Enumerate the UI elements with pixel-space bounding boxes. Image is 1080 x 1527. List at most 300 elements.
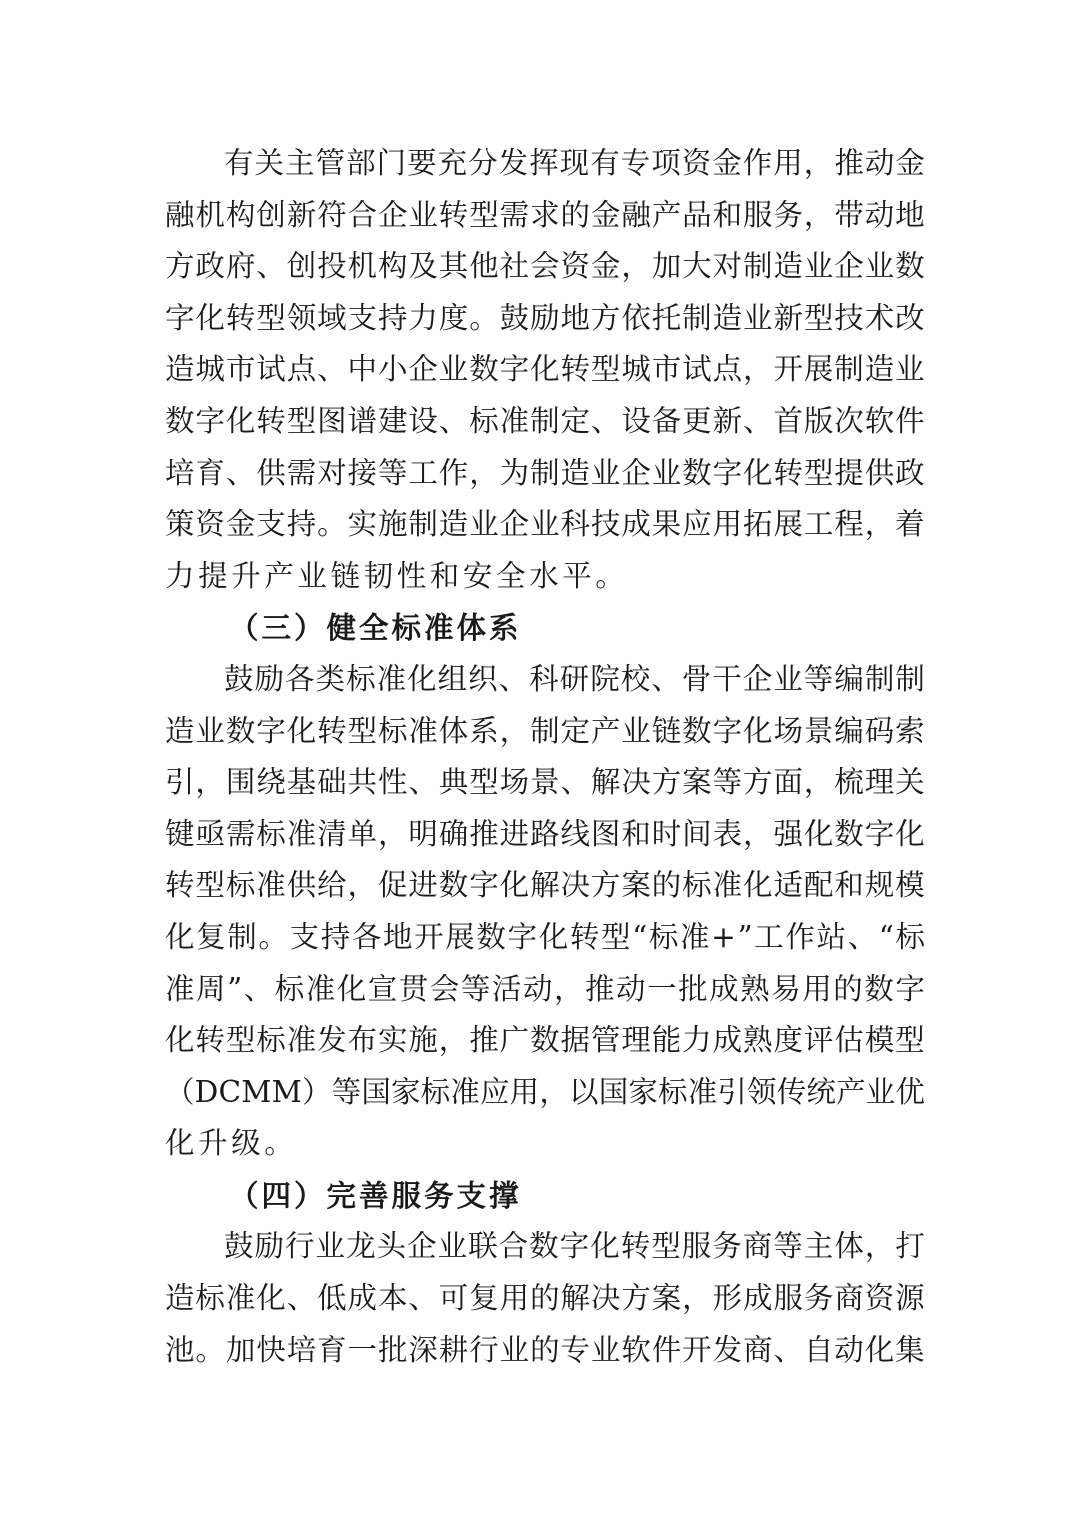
glyph: 支 — [289, 919, 320, 954]
glyph: 托 — [651, 300, 682, 335]
glyph: 制 — [834, 352, 864, 387]
glyph: 务 — [773, 197, 803, 232]
glyph: 制 — [743, 249, 773, 284]
glyph: 组 — [437, 661, 468, 696]
glyph: 本 — [377, 1281, 408, 1316]
glyph: 需 — [225, 816, 256, 851]
glyph: 件 — [651, 1332, 682, 1367]
glyph: 专 — [560, 1332, 590, 1367]
glyph: 数 — [165, 403, 195, 438]
glyph: 地 — [895, 197, 925, 232]
glyph: 数 — [895, 249, 925, 284]
glyph: 批 — [678, 971, 708, 1006]
glyph: 转 — [317, 713, 347, 748]
glyph: 政 — [895, 455, 925, 490]
glyph: 类 — [315, 661, 346, 696]
glyph: 适 — [773, 868, 803, 903]
glyph: 励 — [254, 1229, 285, 1264]
glyph: 。 — [317, 507, 347, 542]
glyph: ， — [553, 971, 584, 1006]
paragraph-line-text — [165, 241, 925, 293]
glyph: 软 — [864, 403, 895, 438]
glyph: 配 — [803, 868, 834, 903]
glyph: ， — [438, 1023, 469, 1058]
glyph: 等 — [331, 1074, 362, 1109]
glyph: 更 — [682, 403, 712, 438]
glyph: 。 — [469, 300, 499, 335]
glyph: 业 — [499, 1332, 530, 1367]
glyph: 共 — [347, 765, 378, 800]
glyph: 服 — [773, 1281, 803, 1316]
glyph: 解 — [530, 868, 560, 903]
glyph: 持 — [286, 507, 317, 542]
glyph: 化 — [538, 919, 569, 954]
glyph: 资 — [864, 1281, 895, 1316]
glyph: 领 — [747, 1074, 777, 1109]
glyph: 作 — [742, 146, 773, 180]
glyph: 应 — [682, 507, 712, 542]
glyph: 低 — [317, 1281, 347, 1316]
glyph: 商 — [834, 1281, 864, 1316]
glyph: 间 — [682, 816, 712, 851]
glyph: 业 — [803, 249, 834, 284]
glyph: 构 — [225, 197, 256, 232]
glyph: 化 — [499, 868, 530, 903]
glyph: 、 — [743, 403, 773, 438]
glyph: 支 — [256, 507, 286, 542]
glyph: 制 — [864, 661, 895, 696]
glyph: 金 — [590, 249, 621, 284]
paragraph-line-text: 化升级。 — [165, 1126, 298, 1161]
glyph: 域 — [317, 300, 347, 335]
glyph: 准 — [305, 971, 336, 1006]
glyph: 、 — [498, 661, 529, 696]
glyph: 现 — [559, 146, 590, 180]
glyph: C — [218, 1074, 242, 1109]
glyph: 型 — [803, 455, 834, 490]
paragraph-line-text — [165, 964, 925, 1016]
glyph: 依 — [621, 300, 651, 335]
paragraph-line — [165, 757, 925, 809]
glyph: 发 — [498, 146, 529, 180]
paragraph-line — [165, 1015, 925, 1067]
glyph: 快 — [256, 1332, 286, 1367]
glyph: 案 — [621, 868, 651, 903]
glyph: 打 — [895, 1229, 925, 1264]
glyph: 典 — [438, 765, 469, 800]
glyph: 领 — [286, 300, 317, 335]
glyph: 型 — [469, 765, 499, 800]
glyph: 解 — [560, 1281, 590, 1316]
glyph: ， — [803, 146, 834, 180]
glyph: 数 — [834, 816, 864, 851]
glyph: 型 — [895, 1023, 925, 1058]
glyph: 化 — [864, 1332, 895, 1367]
glyph: 业 — [621, 713, 651, 748]
glyph: 金 — [590, 197, 621, 232]
glyph: 制 — [227, 919, 257, 954]
glyph: 、 — [438, 403, 469, 438]
glyph: 链 — [651, 713, 682, 748]
glyph: 资 — [560, 249, 590, 284]
glyph: ， — [499, 713, 530, 748]
section-heading-text: （三）健全标准体系 — [229, 610, 522, 646]
glyph: 、 — [651, 661, 681, 696]
glyph: 商 — [742, 1229, 773, 1264]
glyph: ， — [682, 1281, 712, 1316]
glyph: 引 — [717, 1074, 747, 1109]
glyph: 鼓 — [224, 1229, 254, 1264]
paragraph-line-text — [165, 1273, 925, 1325]
glyph: 动 — [864, 146, 895, 180]
glyph: 有 — [224, 146, 254, 180]
glyph: 业 — [408, 197, 438, 232]
glyph: 地 — [560, 300, 590, 335]
glyph: 源 — [895, 1281, 925, 1316]
glyph: 拓 — [743, 507, 773, 542]
glyph: M — [271, 1074, 302, 1109]
paragraph-line-text — [165, 190, 925, 242]
glyph: 站 — [816, 919, 846, 954]
glyph: 制 — [408, 507, 438, 542]
glyph: ， — [803, 765, 834, 800]
glyph: 机 — [347, 249, 378, 284]
glyph: 务 — [803, 1281, 834, 1316]
glyph: 面 — [773, 765, 803, 800]
glyph: 型 — [469, 197, 499, 232]
glyph: 展 — [445, 919, 475, 954]
glyph: 一 — [647, 971, 677, 1006]
paragraph-line-text — [224, 654, 925, 706]
glyph: 业 — [590, 455, 621, 490]
paragraph-line — [165, 1273, 925, 1325]
paragraph-line — [165, 1067, 925, 1119]
glyph: 码 — [864, 713, 895, 748]
glyph: 发 — [317, 1023, 347, 1058]
glyph: 转 — [225, 300, 256, 335]
glyph: 标 — [648, 919, 679, 954]
glyph: 动 — [864, 197, 895, 232]
glyph: 提 — [834, 455, 864, 490]
glyph: 型 — [225, 1023, 256, 1058]
glyph: 展 — [773, 507, 803, 542]
glyph: 决 — [590, 1281, 621, 1316]
glyph: 开 — [414, 919, 444, 954]
paragraph-line — [165, 499, 925, 551]
glyph: 等 — [377, 455, 408, 490]
glyph: 业 — [651, 455, 682, 490]
glyph: 建 — [377, 403, 408, 438]
glyph: 产 — [651, 197, 682, 232]
glyph: 度 — [438, 300, 469, 335]
glyph: 和 — [834, 868, 864, 903]
glyph: 推 — [834, 146, 864, 180]
glyph: 业 — [437, 1229, 468, 1264]
glyph: 业 — [895, 352, 925, 387]
glyph: 方 — [590, 300, 621, 335]
glyph: 方 — [590, 868, 621, 903]
glyph: 化 — [530, 352, 560, 387]
glyph: 化 — [407, 661, 437, 696]
glyph: 程 — [834, 507, 864, 542]
glyph: 融 — [165, 197, 195, 232]
glyph: 挥 — [529, 146, 559, 180]
glyph: 的 — [560, 197, 590, 232]
glyph: 关 — [254, 146, 285, 180]
glyph: 实 — [377, 1023, 408, 1058]
glyph: 准 — [499, 403, 530, 438]
glyph: 次 — [834, 403, 864, 438]
glyph: 化 — [165, 1023, 195, 1058]
glyph: 专 — [620, 146, 651, 180]
glyph: 新 — [286, 197, 317, 232]
glyph: 决 — [560, 868, 590, 903]
paragraph-line-text — [165, 757, 925, 809]
glyph: 充 — [437, 146, 468, 180]
glyph: 明 — [408, 816, 438, 851]
glyph: 批 — [377, 1332, 408, 1367]
glyph: 制 — [895, 661, 925, 696]
glyph: 化 — [743, 868, 773, 903]
glyph: ， — [621, 249, 651, 284]
glyph: 点 — [286, 352, 317, 387]
glyph: 技 — [834, 300, 864, 335]
glyph: 以 — [569, 1074, 599, 1109]
glyph: 家 — [390, 1074, 421, 1109]
glyph: 施 — [408, 1023, 438, 1058]
glyph: 宣 — [367, 971, 398, 1006]
glyph: 应 — [480, 1074, 510, 1109]
glyph: 复 — [469, 1281, 499, 1316]
glyph: 化 — [225, 403, 256, 438]
glyph: 数 — [682, 713, 712, 748]
glyph: 梳 — [834, 765, 864, 800]
glyph: 数 — [530, 1023, 560, 1058]
glyph: 用 — [712, 507, 743, 542]
glyph: 各 — [351, 919, 382, 954]
glyph: 、 — [773, 1332, 803, 1367]
glyph: 构 — [377, 249, 408, 284]
glyph: 评 — [803, 1023, 834, 1058]
glyph: 他 — [469, 249, 499, 284]
glyph: 进 — [499, 816, 530, 851]
glyph: 项 — [651, 146, 681, 180]
glyph: 统 — [806, 1074, 836, 1109]
glyph: 力 — [408, 300, 438, 335]
glyph: 型 — [651, 1229, 681, 1264]
glyph: 绕 — [256, 765, 286, 800]
glyph: 会 — [530, 249, 560, 284]
glyph: 分 — [468, 146, 498, 180]
glyph: 有 — [590, 146, 620, 180]
glyph: 鼓 — [499, 300, 530, 335]
glyph: 字 — [165, 300, 195, 335]
glyph: 研 — [559, 661, 590, 696]
glyph: ， — [195, 765, 225, 800]
glyph: 型 — [600, 919, 631, 954]
glyph: 骨 — [681, 661, 712, 696]
glyph: 化 — [286, 713, 317, 748]
glyph: 字 — [469, 868, 499, 903]
glyph: 展 — [803, 352, 834, 387]
glyph: 对 — [317, 455, 347, 490]
paragraph-line-text — [165, 860, 925, 912]
glyph: 业 — [865, 1074, 896, 1109]
glyph: 熟 — [740, 971, 770, 1006]
glyph: 用 — [773, 146, 803, 180]
glyph: 干 — [712, 661, 742, 696]
glyph: 件 — [895, 403, 925, 438]
glyph: 准 — [165, 971, 195, 1006]
glyph: 产 — [836, 1074, 866, 1109]
glyph: 模 — [864, 1023, 895, 1058]
glyph: 字 — [507, 919, 538, 954]
glyph: 型 — [347, 713, 378, 748]
glyph: 点 — [712, 352, 743, 387]
glyph: 府 — [225, 249, 256, 284]
glyph: 化 — [590, 1229, 620, 1264]
glyph: 方 — [165, 249, 195, 284]
glyph: 开 — [773, 352, 803, 387]
glyph: 引 — [165, 765, 195, 800]
glyph: 的 — [530, 1332, 560, 1367]
glyph: 城 — [621, 352, 651, 387]
glyph: 准 — [256, 868, 286, 903]
glyph: 的 — [651, 868, 682, 903]
glyph: 企 — [408, 352, 438, 387]
glyph: 试 — [682, 352, 712, 387]
glyph: 模 — [895, 868, 925, 903]
glyph: 作 — [785, 919, 815, 954]
glyph: M — [241, 1074, 272, 1109]
glyph: 院 — [590, 661, 620, 696]
glyph: 城 — [195, 352, 225, 387]
paragraph-line — [165, 860, 925, 912]
paragraph-line-text — [165, 344, 925, 396]
glyph: 术 — [864, 300, 895, 335]
glyph: 市 — [651, 352, 682, 387]
glyph: 推 — [585, 971, 615, 1006]
glyph: 版 — [803, 403, 834, 438]
glyph: 标 — [225, 868, 256, 903]
glyph: 成 — [743, 1281, 773, 1316]
glyph: 资 — [195, 507, 225, 542]
glyph: 等 — [773, 1229, 803, 1264]
glyph: 键 — [165, 816, 195, 851]
glyph: 的 — [530, 1281, 560, 1316]
glyph: 织 — [468, 661, 498, 696]
glyph: 家 — [628, 1074, 658, 1109]
glyph: 标 — [895, 919, 925, 954]
glyph: 数 — [529, 1229, 559, 1264]
glyph: 业 — [590, 1332, 621, 1367]
glyph: 政 — [195, 249, 225, 284]
glyph: 数 — [864, 971, 894, 1006]
glyph: 业 — [315, 1229, 346, 1264]
glyph: 型 — [590, 352, 621, 387]
glyph: 性 — [377, 765, 408, 800]
paragraph-line-text — [165, 809, 925, 861]
glyph: 标 — [256, 816, 286, 851]
glyph: ， — [743, 816, 773, 851]
glyph: 励 — [530, 300, 560, 335]
glyph: 型 — [286, 403, 317, 438]
glyph: 企 — [834, 249, 864, 284]
glyph: 成 — [347, 1281, 378, 1316]
glyph: 支 — [347, 300, 378, 335]
glyph: 育 — [195, 455, 225, 490]
glyph: 图 — [590, 816, 621, 851]
glyph: 其 — [438, 249, 469, 284]
glyph: 各 — [285, 661, 315, 696]
glyph: 转 — [438, 197, 469, 232]
glyph: 动 — [616, 971, 646, 1006]
glyph: 业 — [773, 661, 803, 696]
glyph: 国 — [598, 1074, 629, 1109]
glyph: 的 — [833, 971, 863, 1006]
paragraph-line — [165, 396, 925, 448]
glyph: 谱 — [347, 403, 378, 438]
glyph: 据 — [560, 1023, 590, 1058]
glyph: 工 — [803, 507, 834, 542]
glyph: 耕 — [438, 1332, 469, 1367]
glyph: 字 — [559, 1229, 590, 1264]
glyph: 资 — [681, 146, 712, 180]
glyph: 字 — [895, 971, 925, 1006]
glyph: 合 — [498, 1229, 529, 1264]
glyph: 优 — [895, 1074, 925, 1109]
glyph: ” — [737, 919, 753, 954]
glyph: 制 — [530, 455, 560, 490]
glyph: 为 — [499, 455, 530, 490]
paragraph-line — [165, 964, 925, 1016]
glyph: 准 — [450, 1074, 480, 1109]
glyph: 贯 — [398, 971, 429, 1006]
glyph: 动 — [522, 971, 553, 1006]
glyph: 自 — [803, 1332, 834, 1367]
glyph: 育 — [317, 1332, 347, 1367]
glyph: 化 — [256, 1281, 286, 1316]
glyph: 化 — [195, 300, 225, 335]
glyph: 广 — [499, 1023, 530, 1058]
glyph: ， — [469, 455, 499, 490]
glyph: 工 — [408, 455, 438, 490]
glyph: 动 — [834, 1332, 864, 1367]
glyph: 编 — [834, 713, 864, 748]
glyph: 实 — [347, 507, 378, 542]
glyph: 。 — [195, 1332, 225, 1367]
glyph: 业 — [864, 249, 895, 284]
glyph: 设 — [621, 403, 651, 438]
glyph: 求 — [530, 197, 560, 232]
glyph: 化 — [743, 713, 773, 748]
glyph: 转 — [165, 868, 195, 903]
glyph: 制 — [530, 403, 560, 438]
glyph: 工 — [754, 919, 784, 954]
glyph: 合 — [347, 197, 378, 232]
glyph: 力 — [682, 1023, 712, 1058]
glyph: + — [711, 919, 736, 954]
glyph: 场 — [499, 765, 530, 800]
glyph: 金 — [712, 146, 742, 180]
paragraph-line-text: 力提升产业链韧性和安全水平。 — [165, 558, 629, 593]
paragraph-line-text — [224, 1221, 925, 1273]
glyph: 业 — [195, 713, 225, 748]
glyph: 企 — [377, 197, 408, 232]
glyph: 强 — [773, 816, 803, 851]
glyph: ” — [227, 971, 243, 1006]
paragraph-line — [165, 448, 925, 500]
